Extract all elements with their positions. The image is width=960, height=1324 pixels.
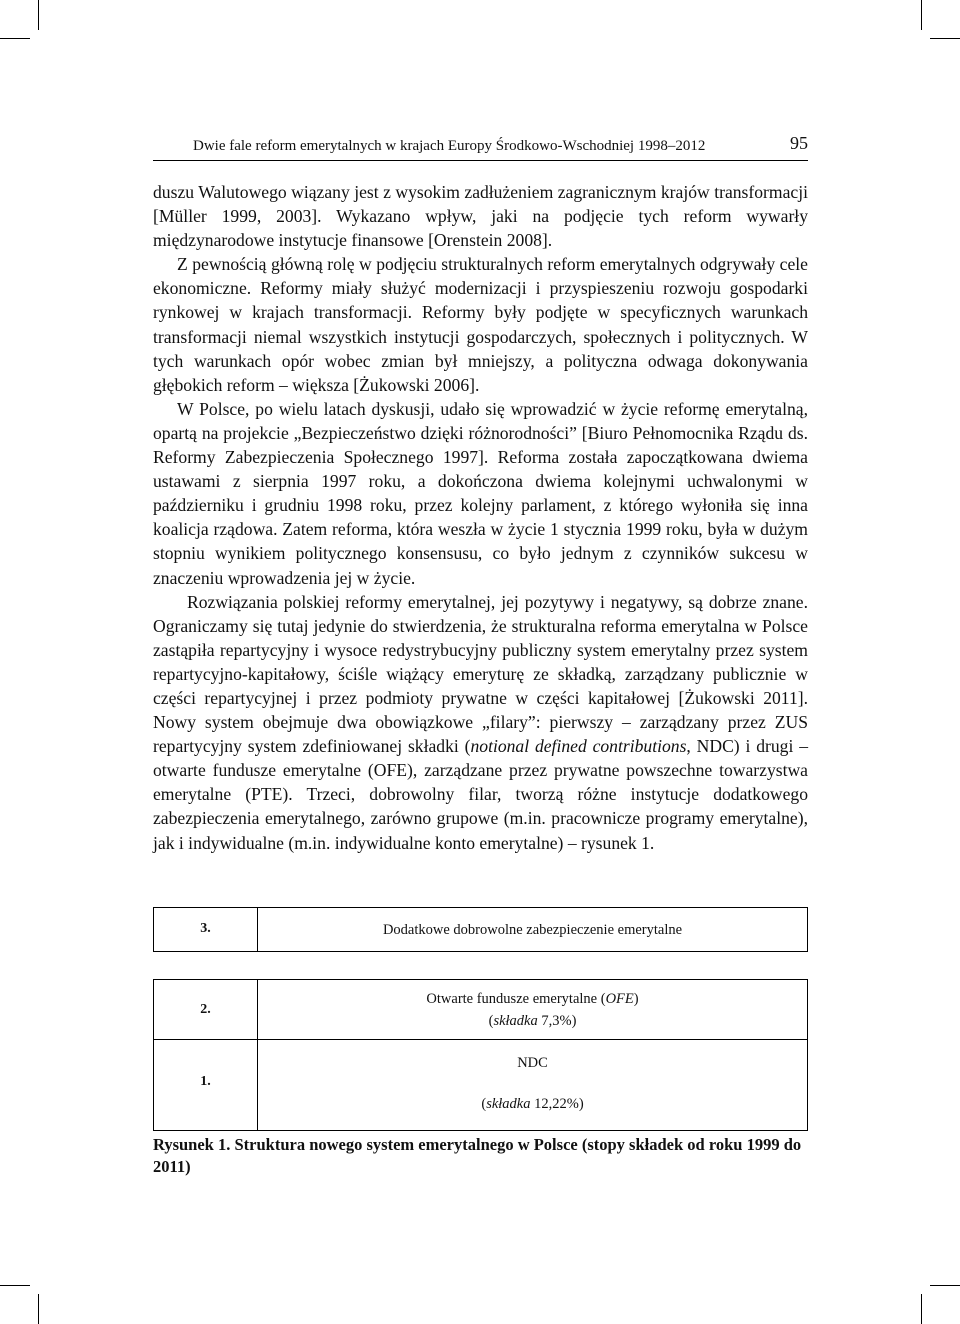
tier-1-line-1: NDC bbox=[517, 1055, 548, 1071]
tier-number: 2. bbox=[200, 1002, 211, 1017]
running-header bbox=[153, 133, 808, 161]
tier-1-text: 12,22%) bbox=[530, 1096, 584, 1112]
crop-mark-bottom-right-h bbox=[930, 1285, 960, 1286]
crop-mark-bottom-right bbox=[921, 1294, 922, 1324]
row-divider bbox=[154, 1039, 807, 1040]
tier-number: 1. bbox=[200, 1074, 211, 1089]
figure-tier-1-2-box bbox=[153, 979, 808, 1131]
tier-2-line-2 bbox=[258, 1011, 807, 1031]
tier-1-line-2 bbox=[258, 1094, 807, 1114]
tier-2-text: Otwarte fundusze emerytalne ( bbox=[426, 991, 606, 1007]
tier-2-text: ) bbox=[633, 991, 639, 1007]
paragraph-italic-term: notional defined contributions bbox=[470, 736, 687, 757]
paragraph: W Polsce, po wielu latach dyskusji, udało się wprowadzić w życie reformę emerytalną, opartą na projekcie „Bezpieczeństwo dzięki różnorodności” [Biuro Pełnomocnika Rządu ds. Reformy Zabezpieczenia Społecznego 1997]. Reforma została zapoczątkowana dwiema ustawami z sierpnia 1997 roku, a dokończona dwiema kolejnymi uchwalonymi w październiku i grudniu 1998 roku, przez kolejny parlament, z którego wyłoniła się inna koalicja rządowa. Zatem reforma, która weszła w życie 1 stycznia 1999 roku, była w dużym stopniu wynikiem politycznego konsensusu, co było jednym z czynników sukcesu w znaczeniu wprowadzenia jej w życie. bbox=[153, 398, 808, 588]
crop-mark-top-right-h bbox=[930, 38, 960, 39]
paragraph-text: Rozwiązania polskiej reformy emerytalnej, jej pozytywy i negatywy, są dobrze znane. Ograniczamy się tutaj jedynie do stwierdzenia, że strukturalna reforma emerytalna w Polsce zastąpiła repartycyjny i wysoce redystrybucyjny publiczny system emerytalny przez system repartycyjno-kapitałowy, ściśle wiążący emeryturę ze składką, zarządzany publicznie w części repartycyjnej i przez podmioty prywatne w części kapitałowej [Żukowski 2011]. Nowy system obejmuje dwa obowiązkowe „filary”: pierwszy – zarządzany przez ZUS repartycyjny system zdefiniowanej składki ( bbox=[153, 591, 808, 757]
crop-mark-bottom-left-h bbox=[0, 1285, 30, 1286]
tier-1-italic: składka bbox=[486, 1096, 531, 1112]
tier-2-italic: składka bbox=[493, 1013, 538, 1029]
page-number: 95 bbox=[790, 133, 808, 153]
running-title: Dwie fale reform emerytalnych w krajach Europy Środkowo-Wschodniej 1998–2012 bbox=[193, 138, 706, 154]
tier-2-line-1 bbox=[258, 989, 807, 1009]
tier-2-italic: OFE bbox=[605, 991, 634, 1007]
figure-tier-3-box bbox=[153, 907, 808, 952]
tier-number: 3. bbox=[200, 921, 211, 936]
crop-mark-top-right bbox=[921, 0, 922, 30]
tier-label: Dodatkowe dobrowolne zabezpieczenie emerytalne bbox=[382, 922, 683, 938]
tier-2-text: 7,3%) bbox=[537, 1013, 577, 1029]
tier-1-text: ( bbox=[481, 1096, 487, 1112]
crop-mark-top-left bbox=[38, 0, 39, 30]
body-text bbox=[153, 180, 808, 855]
paragraph bbox=[153, 590, 808, 855]
figure-caption: Rysunek 1. Struktura nowego system emerytalnego w Polsce (stopy składek od roku 1999 do 2011) bbox=[153, 1135, 802, 1176]
crop-mark-top-left-h bbox=[0, 38, 30, 39]
crop-mark-bottom-left bbox=[38, 1294, 39, 1324]
paragraph: duszu Walutowego wiązany jest z wysokim zadłużeniem zagranicznym krajów transformacji [Müller 1999, 2003]. Wykazano wpływ, jaki na podjęcie tych reform wywarły międzynarodowe instytucje finansowe [Orenstein 2008]. bbox=[153, 182, 808, 251]
tier-2-text: ( bbox=[488, 1013, 494, 1029]
paragraph: Z pewnością główną rolę w podjęciu strukturalnych reform emerytalnych odgrywały cele ekonomiczne. Reformy miały służyć modernizacji i przyspieszeniu rozwoju gospodarki rynkowej w krajach transformacji. Reformy były podjęte w specyficznych warunkach transformacji niemal wszystkich instytucji gospodarczych, społecznych i politycznych. W tych warunkach opór wobec zmian był mniejszy, a polityczna odwaga dokonywania głębokich reform – większa [Żukowski 2006]. bbox=[153, 254, 808, 395]
paragraph-text: , NDC) i drugi – otwarte fundusze emerytalne (OFE), zarządzane przez prywatne powszechne towarzystwa emerytalne (PTE). Trzeci, dobrowolny filar, tworzą różne instytucje dodatkowego zabezpieczenia emerytalnego, zarówno grupowe (m.in. pracownicze programy emerytalne), jak i indywidualne (m.in. indywidualne konto emerytalne) – rysunek 1. bbox=[153, 736, 808, 853]
